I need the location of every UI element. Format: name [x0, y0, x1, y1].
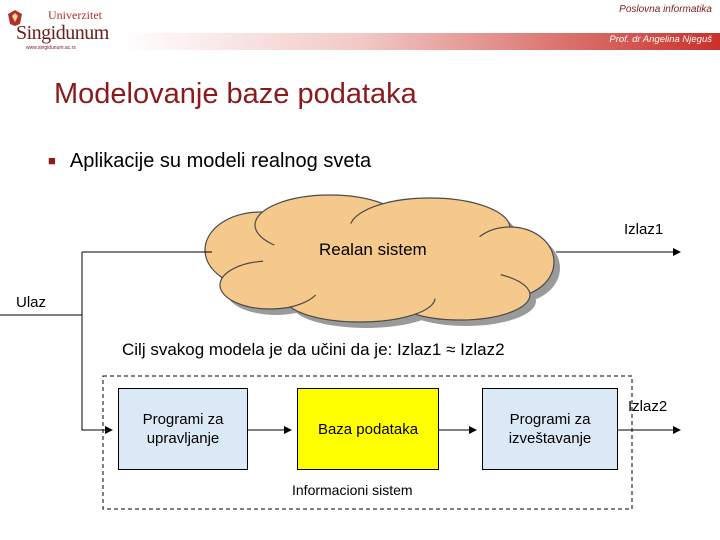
input-label: Ulaz	[16, 294, 47, 311]
logo-name-text: Singidunum	[16, 22, 109, 44]
information-system-label: Informacioni sistem	[292, 482, 413, 498]
real-system-label: Realan sistem	[319, 240, 427, 259]
bullet-square-icon: ■	[48, 153, 56, 168]
cloud-fill	[263, 222, 507, 302]
goal-statement: Cilj svakog modela je da učini da je: Izlaz1 ≈ Izlaz2	[122, 340, 505, 359]
course-name: Poslovna informatika	[619, 4, 712, 15]
logo-url-text: www.singidunum.ac.rs	[26, 45, 76, 51]
management-programs-box	[118, 388, 248, 470]
database-label: Baza podataka	[317, 420, 419, 438]
author-name: Prof. dr Angelina Njeguš	[609, 34, 712, 45]
output1-label: Izlaz1	[624, 221, 664, 238]
reporting-programs-box	[482, 388, 618, 470]
slide-title: Modelovanje baze podataka	[54, 78, 417, 110]
output2-label: Izlaz2	[628, 398, 668, 415]
logo-university-text: Univerzitet	[48, 8, 102, 22]
management-programs-label: Programi za upravljanje	[142, 411, 224, 447]
bullet-text: Aplikacije su modeli realnog sveta	[69, 150, 372, 172]
database-box	[297, 388, 439, 470]
reporting-programs-label: Programi za izveštavanje	[508, 411, 592, 447]
